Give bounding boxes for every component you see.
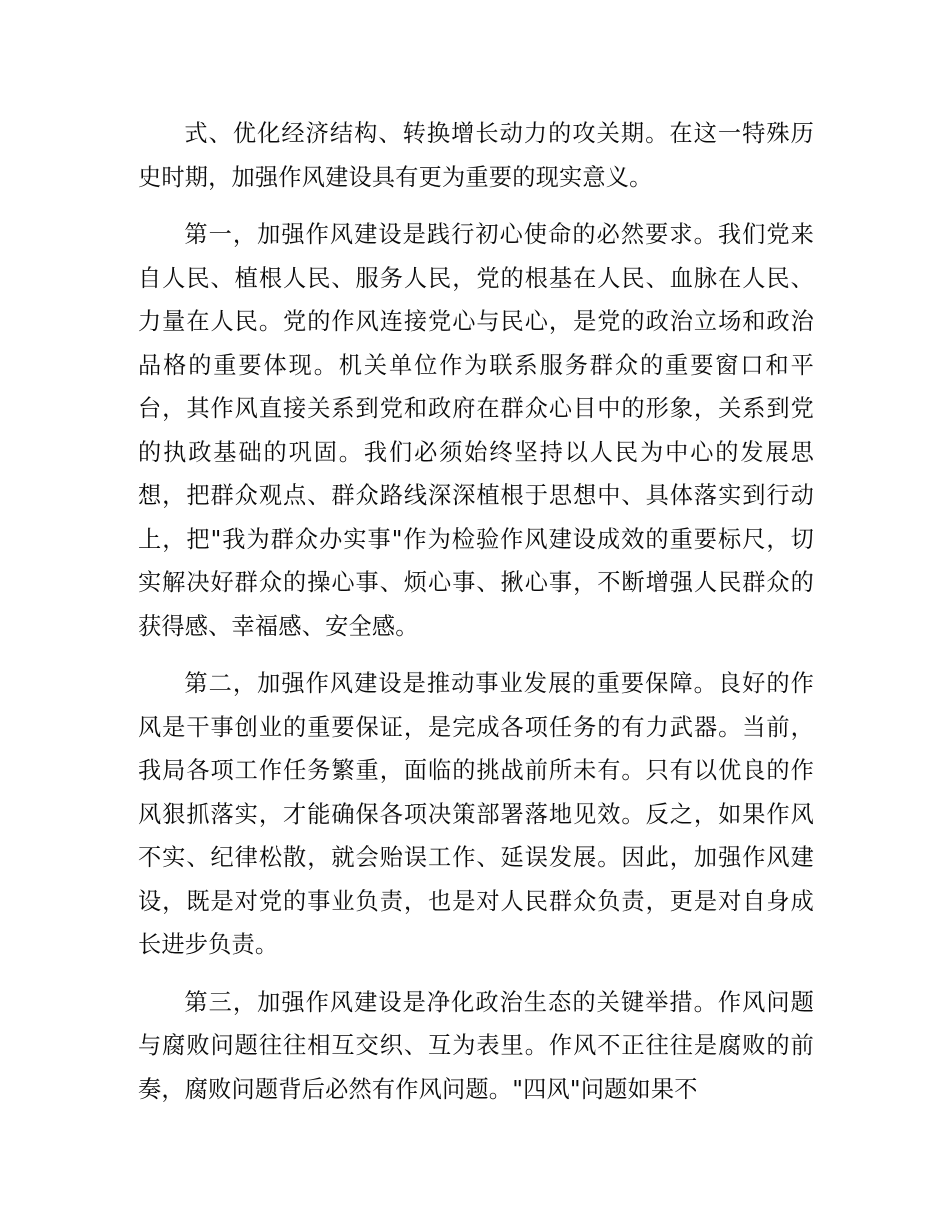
paragraph-second-point: 第二，加强作风建设是推动事业发展的重要保障。良好的作风是干事创业的重要保证，是完成各项任务的有力武器。当前，我局各项工作任务繁重，面临的挑战前所未有。只有以优良的作风狠抓落实，才能确保各项决策部署落地见效。反之，如果作风不实、纪律松散，就会贻误工作、延误发展。因此，加强作风建设，既是对党的事业负责，也是对人民群众负责，更是对自身成长进步负责。: [138, 670, 814, 958]
paragraph-continuation: 式、优化经济结构、转换增长动力的攻关期。在这一特殊历史时期，加强作风建设具有更为重要的现实意义。: [138, 120, 814, 191]
paragraph-spacer: [138, 199, 814, 213]
paragraph-first-point: 第一，加强作风建设是践行初心使命的必然要求。我们党来自人民、植根人民、服务人民，党的根基在人民、血脉在人民、力量在人民。党的作风连接党心与民心，是党的政治立场和政治品格的重要体现。机关单位作为联系服务群众的重要窗口和平台，其作风直接关系到党和政府在群众心目中的形象，关系到党的执政基础的巩固。我们必须始终坚持以人民为中心的发展思想，把群众观点、群众路线深深植根于思想中、具体落实到行动上，把"我为群众办实事"作为检验作风建设成效的重要标尺，切实解决好群众的操心事、烦心事、揪心事，不断增强人民群众的获得感、幸福感、安全感。: [138, 221, 814, 640]
paragraph-spacer: [138, 648, 814, 662]
document-text-body: [138, 112, 814, 1111]
paragraph-third-point: 第三，加强作风建设是净化政治生态的关键举措。作风问题与腐败问题往往相互交织、互为表里。作风不正往往是腐败的前奏，腐败问题背后必然有作风问题。"四风"问题如果不: [138, 988, 814, 1103]
paragraph-spacer: [138, 967, 814, 981]
